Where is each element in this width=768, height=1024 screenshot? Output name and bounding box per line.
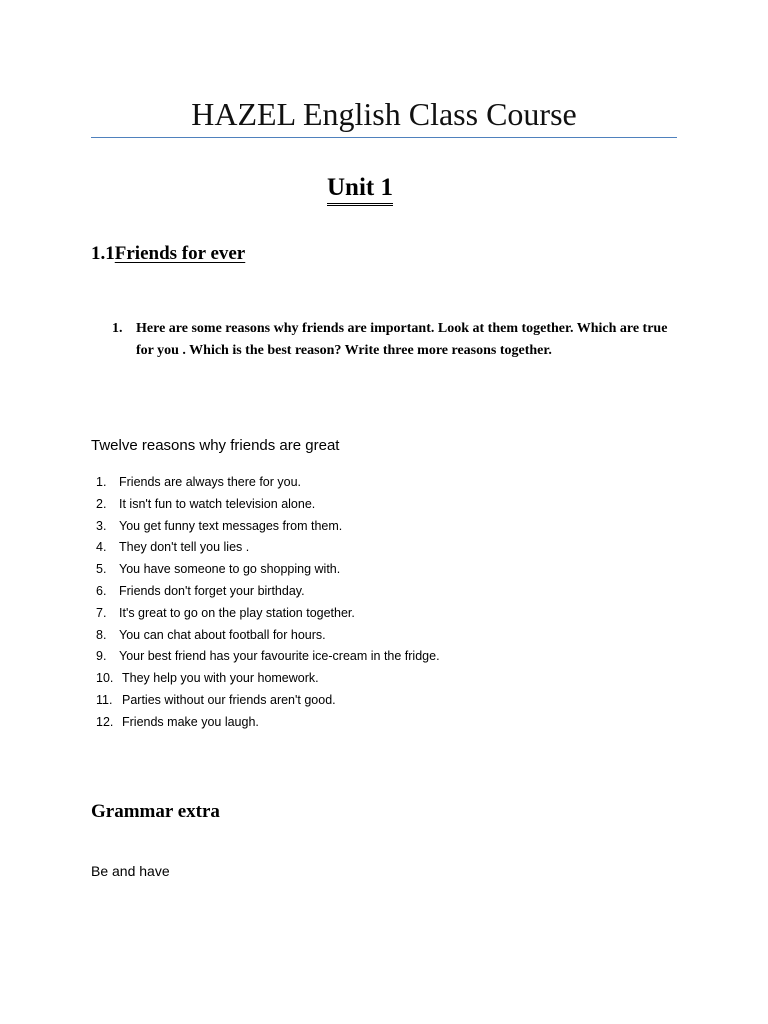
grammar-subheading: Be and have (91, 863, 170, 879)
task-list (112, 318, 682, 361)
task-number: 1. (112, 321, 123, 336)
reasons-list (96, 472, 656, 734)
list-item-number: 9. (96, 649, 107, 664)
list-item-text: It's great to go on the play station together. (119, 605, 355, 620)
list-item-number: 8. (96, 627, 107, 642)
list-item-text: They don't tell you lies . (119, 540, 250, 555)
list-item (96, 603, 656, 625)
list-item-number: 12. (96, 714, 114, 729)
section-title: Friends for ever (114, 243, 246, 264)
list-item-number: 10. (96, 671, 114, 686)
section-heading (91, 241, 245, 267)
list-item-text: Friends are always there for you. (119, 475, 302, 489)
grammar-heading: Grammar extra (91, 801, 220, 822)
list-item (96, 537, 656, 559)
task-instructions: Here are some reasons why friends are important. Look at them together. Which are true for you . Which is the best reason? Write three more reasons together. (136, 321, 668, 358)
list-item-number: 3. (96, 518, 107, 533)
section-number: 1.1 (91, 243, 115, 264)
list-item (96, 494, 656, 516)
list-item-number: 4. (96, 540, 107, 555)
list-item-number: 11. (96, 692, 113, 707)
list-item-text: You have someone to go shopping with. (119, 562, 341, 577)
list-item-text: You get funny text messages from them. (119, 518, 343, 533)
unit-heading (0, 172, 720, 206)
list-item (96, 668, 656, 690)
list-item (96, 516, 656, 538)
document-title: HAZEL English Class Course (191, 96, 577, 132)
title-divider (91, 137, 677, 138)
list-item-number: 2. (96, 496, 107, 511)
list-item-text: Your best friend has your favourite ice-cream in the fridge. (119, 649, 440, 664)
list-item (96, 472, 656, 494)
list-item (96, 625, 656, 647)
list-item-text: Friends make you laugh. (122, 714, 259, 729)
list-item-number: 7. (96, 605, 107, 620)
list-item-number: 5. (96, 562, 107, 577)
list-item (96, 646, 656, 668)
list-item (96, 712, 656, 734)
task-item (112, 318, 682, 361)
list-item-text: Friends don't forget your birthday. (119, 583, 305, 598)
list-item-text: It isn't fun to watch television alone. (119, 496, 316, 511)
list-item (96, 690, 656, 712)
list-item (96, 559, 656, 581)
unit-heading-text: Unit 1 (327, 174, 393, 206)
list-item-text: They help you with your homework. (122, 671, 319, 686)
reasons-heading: Twelve reasons why friends are great (91, 437, 340, 454)
list-item-text: You can chat about football for hours. (119, 627, 326, 642)
list-item-number: 6. (96, 583, 107, 598)
list-item-text: Parties without our friends aren't good. (122, 692, 336, 707)
list-item (96, 581, 656, 603)
list-item-number: 1. (96, 475, 107, 489)
